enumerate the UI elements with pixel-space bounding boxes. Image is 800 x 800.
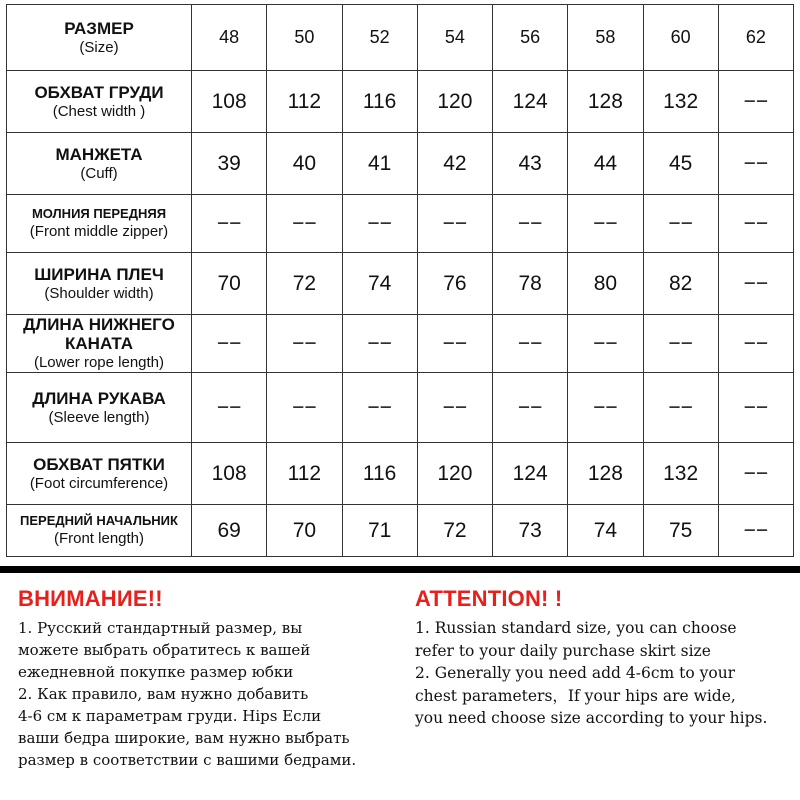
measurement-value: −− bbox=[643, 373, 718, 443]
measurement-row bbox=[7, 443, 794, 505]
row-label-en: (Front middle zipper) bbox=[29, 223, 169, 240]
measurement-value: −− bbox=[643, 315, 718, 373]
size-header-row bbox=[7, 5, 794, 71]
size-value: 52 bbox=[342, 5, 417, 71]
measurement-value: 132 bbox=[643, 443, 718, 505]
measurement-value: 124 bbox=[493, 443, 568, 505]
size-value: 58 bbox=[568, 5, 643, 71]
size-value: 54 bbox=[417, 5, 492, 71]
row-label-en: (Chest width ) bbox=[52, 102, 146, 120]
measurement-value: −− bbox=[493, 373, 568, 443]
measurement-value: 42 bbox=[417, 133, 492, 195]
size-value: 62 bbox=[718, 5, 793, 71]
measurement-value: 120 bbox=[417, 443, 492, 505]
measurement-value: −− bbox=[192, 373, 267, 443]
size-header-label bbox=[7, 5, 192, 71]
size-value: 50 bbox=[267, 5, 342, 71]
measurement-value: −− bbox=[568, 373, 643, 443]
row-label-ru: РАЗМЕР bbox=[64, 18, 134, 38]
measurement-value: 132 bbox=[643, 71, 718, 133]
row-label-en: (Size) bbox=[79, 38, 119, 56]
measurement-label bbox=[7, 253, 192, 315]
measurement-value: 74 bbox=[568, 505, 643, 557]
measurement-value: −− bbox=[192, 315, 267, 373]
attention-notes-en bbox=[415, 586, 800, 730]
row-label-ru: МАНЖЕТА bbox=[55, 144, 143, 164]
measurement-value: 128 bbox=[568, 443, 643, 505]
measurement-value: −− bbox=[342, 315, 417, 373]
row-label-en: (Sleeve length) bbox=[48, 408, 150, 426]
measurement-value: −− bbox=[718, 315, 793, 373]
attention-body-ru: 1. Русский стандартный размер, вы можете выбрать обратитесь к вашей ежедневной покупке размер юбки 2. Как правило, вам нужно добавить 4-6 см к параметрам груди. Hips Если ваши бедра широкие, вам нужно выбрать размер в соответствии с вашими бедрами. bbox=[18, 619, 357, 769]
measurement-value: 116 bbox=[342, 443, 417, 505]
measurement-value: 40 bbox=[267, 133, 342, 195]
measurement-row bbox=[7, 71, 794, 133]
measurement-value: −− bbox=[267, 315, 342, 373]
row-label-ru: ОБХВАТ ПЯТКИ bbox=[33, 454, 165, 474]
measurement-value: 73 bbox=[493, 505, 568, 557]
measurement-value: −− bbox=[417, 373, 492, 443]
row-label-ru: ОБХВАТ ГРУДИ bbox=[34, 82, 164, 102]
size-value: 60 bbox=[643, 5, 718, 71]
row-label-ru: ДЛИНА РУКАВА bbox=[32, 388, 166, 408]
measurement-value: 75 bbox=[643, 505, 718, 557]
size-chart-table bbox=[6, 4, 794, 557]
size-value: 56 bbox=[493, 5, 568, 71]
measurement-value: −− bbox=[718, 195, 793, 253]
measurement-value: 70 bbox=[267, 505, 342, 557]
measurement-value: −− bbox=[493, 195, 568, 253]
row-label-en: (Shoulder width) bbox=[44, 284, 154, 302]
measurement-value: −− bbox=[718, 71, 793, 133]
measurement-label bbox=[7, 315, 192, 373]
measurement-value: 43 bbox=[493, 133, 568, 195]
measurement-row bbox=[7, 195, 794, 253]
measurement-value: −− bbox=[192, 195, 267, 253]
row-label-en: (Foot circumference) bbox=[29, 474, 169, 492]
measurement-value: −− bbox=[267, 373, 342, 443]
row-label-ru: ШИРИНА ПЛЕЧ bbox=[34, 264, 164, 284]
section-divider bbox=[0, 566, 800, 573]
measurement-value: 80 bbox=[568, 253, 643, 315]
size-chart-body bbox=[7, 5, 794, 557]
measurement-label bbox=[7, 505, 192, 557]
measurement-value: −− bbox=[643, 195, 718, 253]
measurement-value: 124 bbox=[493, 71, 568, 133]
measurement-label bbox=[7, 443, 192, 505]
measurement-value: 108 bbox=[192, 443, 267, 505]
measurement-value: 39 bbox=[192, 133, 267, 195]
measurement-value: 74 bbox=[342, 253, 417, 315]
measurement-value: 112 bbox=[267, 443, 342, 505]
measurement-value: 76 bbox=[417, 253, 492, 315]
measurement-row bbox=[7, 253, 794, 315]
measurement-label bbox=[7, 373, 192, 443]
measurement-value: 78 bbox=[493, 253, 568, 315]
row-label-ru: ДЛИНА НИЖНЕГО КАНАТА bbox=[23, 315, 175, 353]
measurement-value: −− bbox=[718, 505, 793, 557]
measurement-value: −− bbox=[568, 315, 643, 373]
measurement-value: 72 bbox=[417, 505, 492, 557]
measurement-value: 116 bbox=[342, 71, 417, 133]
measurement-value: 70 bbox=[192, 253, 267, 315]
measurement-label bbox=[7, 133, 192, 195]
measurement-value: 112 bbox=[267, 71, 342, 133]
row-label-ru: ПЕРЕДНИЙ НАЧАЛЬНИК bbox=[20, 513, 178, 528]
measurement-value: 44 bbox=[568, 133, 643, 195]
measurement-value: 45 bbox=[643, 133, 718, 195]
measurement-value: −− bbox=[417, 195, 492, 253]
measurement-label bbox=[7, 71, 192, 133]
row-label-en: (Lower rope length) bbox=[33, 354, 165, 371]
measurement-row bbox=[7, 505, 794, 557]
measurement-row bbox=[7, 133, 794, 195]
measurement-value: 82 bbox=[643, 253, 718, 315]
measurement-value: 120 bbox=[417, 71, 492, 133]
measurement-value: 128 bbox=[568, 71, 643, 133]
measurement-value: 69 bbox=[192, 505, 267, 557]
attention-body-en: 1. Russian standard size, you can choose refer to your daily purchase skirt size 2. Generally you need add 4-6cm to your chest parameters，If your hips are wide, you need choose size according to your hips. bbox=[415, 619, 768, 727]
measurement-value: −− bbox=[342, 373, 417, 443]
measurement-value: 41 bbox=[342, 133, 417, 195]
measurement-value: −− bbox=[718, 443, 793, 505]
measurement-value: 72 bbox=[267, 253, 342, 315]
row-label-ru: МОЛНИЯ ПЕРЕДНЯЯ bbox=[31, 206, 167, 221]
measurement-value: −− bbox=[417, 315, 492, 373]
measurement-value: −− bbox=[568, 195, 643, 253]
attention-title-ru: ВНИМАНИЕ!! bbox=[18, 586, 163, 611]
measurement-value: −− bbox=[493, 315, 568, 373]
row-label-en: (Front length) bbox=[53, 530, 145, 547]
measurement-value: −− bbox=[718, 133, 793, 195]
size-value: 48 bbox=[192, 5, 267, 71]
measurement-value: −− bbox=[718, 373, 793, 443]
measurement-value: −− bbox=[267, 195, 342, 253]
attention-title-en: ATTENTION! ! bbox=[415, 586, 563, 611]
row-label-en: (Cuff) bbox=[80, 164, 118, 182]
measurement-value: −− bbox=[718, 253, 793, 315]
attention-notes-ru bbox=[18, 586, 408, 771]
measurement-value: −− bbox=[342, 195, 417, 253]
measurement-value: 71 bbox=[342, 505, 417, 557]
measurement-row bbox=[7, 373, 794, 443]
measurement-row bbox=[7, 315, 794, 373]
measurement-value: 108 bbox=[192, 71, 267, 133]
measurement-label bbox=[7, 195, 192, 253]
